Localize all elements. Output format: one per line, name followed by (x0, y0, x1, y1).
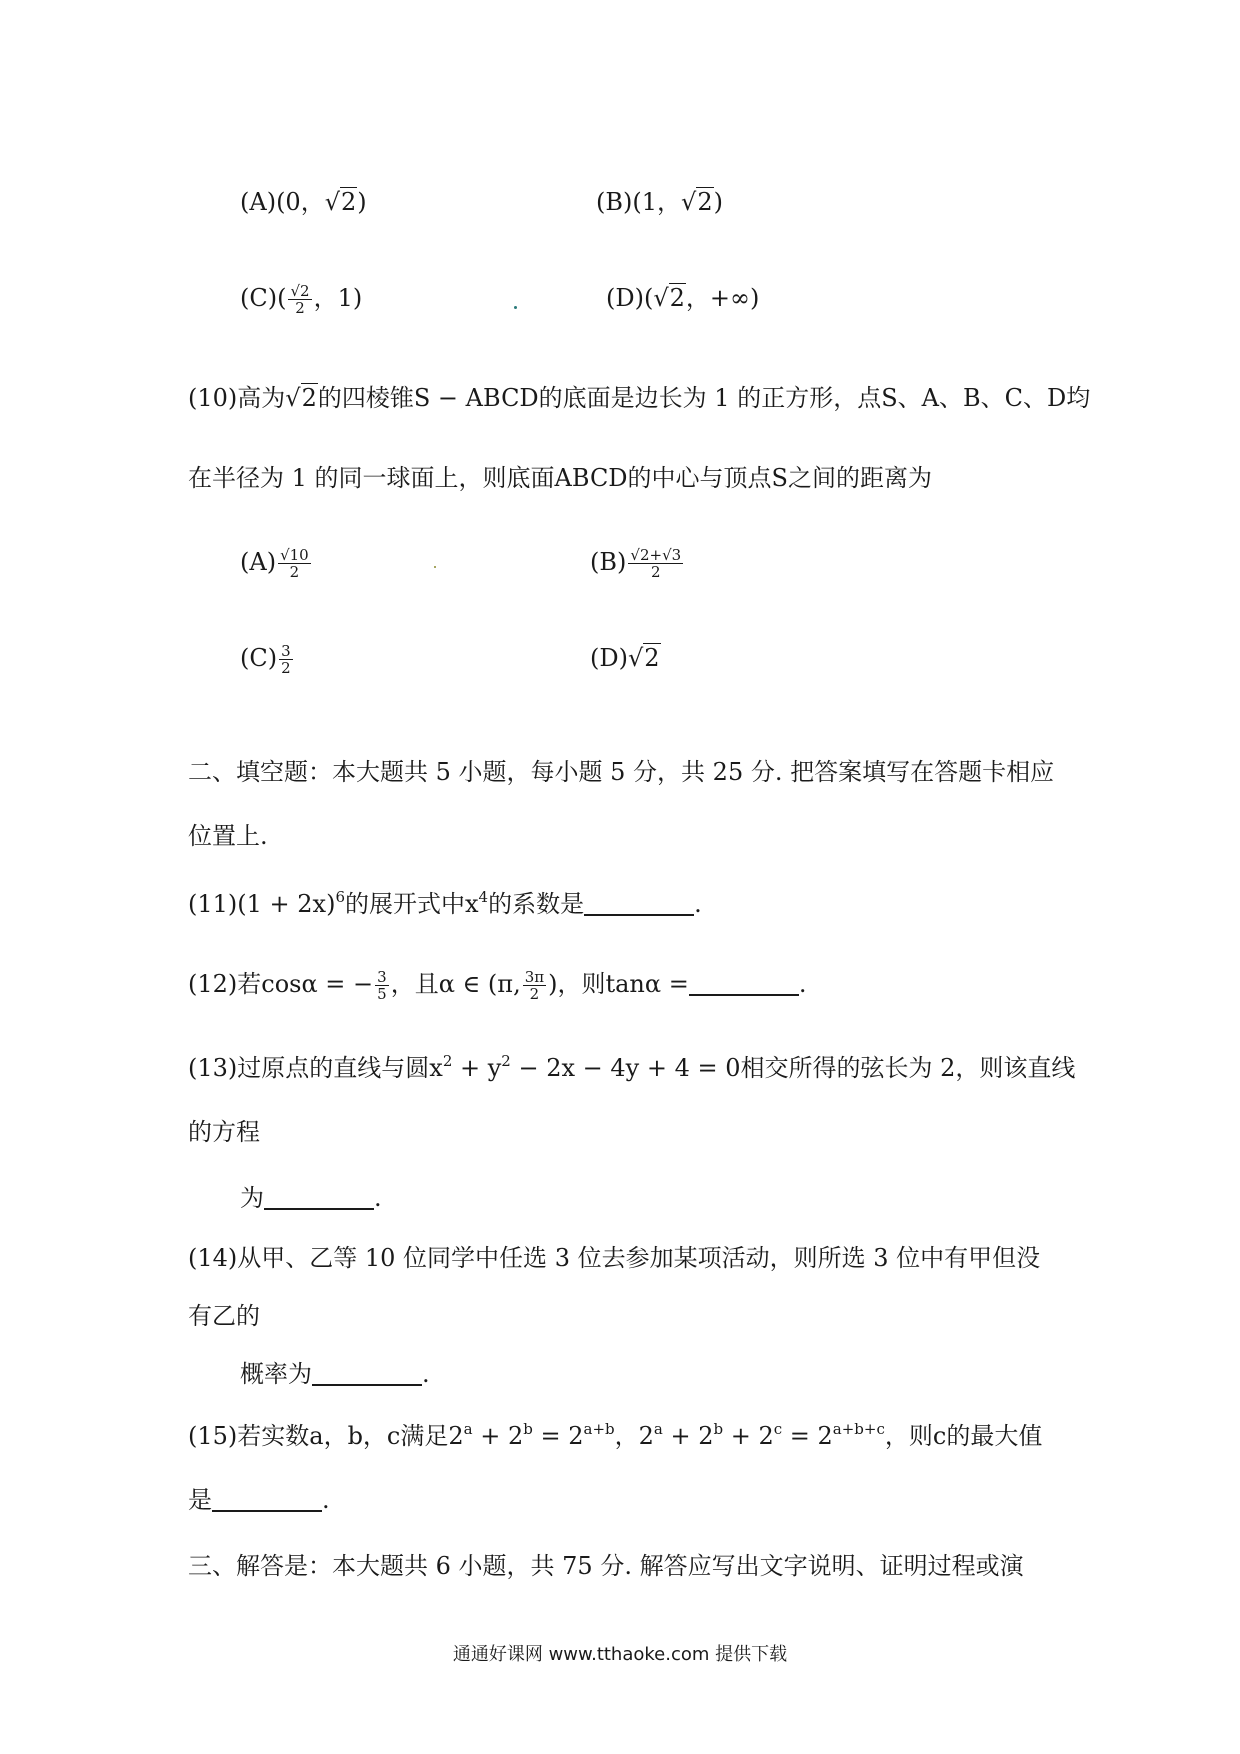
q13-line-1: (13)过原点的直线与圆$x^2 + y^2 - 2x - 4y + 4 = 0$相交所得的弦长为 2，则该直线 (188, 1052, 1076, 1082)
answer-blank[interactable] (312, 1360, 422, 1386)
answer-blank[interactable] (212, 1486, 322, 1512)
option-value: (0， (276, 188, 325, 216)
fraction: $\frac{3\pi}{2}$ (524, 968, 545, 1003)
q14-line-2: 有乙的 (188, 1302, 260, 1330)
option-value: (1， (632, 188, 682, 216)
option-label: (A) (240, 548, 277, 576)
option-label: (B) (596, 188, 633, 216)
q9-option-c: (C)( $\frac{√2}{2}$ ，1) (240, 282, 363, 317)
fraction: $\frac{3}{5}$ (377, 968, 387, 1003)
option-label: (C) (240, 284, 278, 312)
q10-option-d (590, 640, 661, 676)
answer-blank[interactable] (689, 970, 799, 996)
q10-line-1: (10)高为√2的四棱锥S − ABCD的底面是边长为 1 的正方形，点S、A、B、C、D均 (188, 384, 1091, 412)
answer-blank[interactable] (264, 1184, 374, 1210)
section-3-heading: 三、解答是：本大题共 6 小题，共 75 分. 解答应写出文字说明、证明过程或演 (188, 1552, 1024, 1580)
q13-line-2: 的方程 (188, 1118, 260, 1146)
option-label: (D) (590, 644, 628, 672)
sqrt-symbol: √2 (627, 644, 660, 672)
fraction: $\frac{√2+√3}{2}$ (630, 546, 682, 581)
fraction: $\frac{√2}{2}$ (290, 282, 310, 317)
fraction: $\frac{3}{2}$ (281, 642, 291, 677)
option-label: (D) (606, 284, 644, 312)
option-label: (C) (240, 644, 278, 672)
stray-dot (434, 566, 436, 568)
fraction: $\frac{√10}{2}$ (280, 546, 309, 581)
page-footer: 通通好课网 www.tthaoke.com 提供下载 (452, 1644, 788, 1665)
sqrt-symbol: √2 (324, 188, 357, 216)
section-2-heading-cont: 位置上. (188, 822, 268, 850)
sqrt-symbol: √2 (653, 284, 685, 312)
q10-option-a (240, 544, 313, 580)
stray-dot (514, 306, 517, 309)
q11: $(11)(1 + 2x)^6$的展开式中$x^4$的系数是 . (188, 888, 702, 918)
answer-blank[interactable] (584, 890, 694, 916)
sqrt-symbol: √2 (681, 188, 713, 216)
option-label: (A) (240, 188, 277, 216)
q9-option-a: (A)(0，√2) (240, 188, 367, 216)
q9-option-b: (B)(1，√2) (596, 188, 723, 216)
section-2-heading: 二、填空题：本大题共 5 小题，每小题 5 分，共 25 分. 把答案填写在答题卡相应 (188, 758, 1055, 786)
q9-option-d: (D)(√2，+∞) (606, 284, 760, 312)
q14-line-1: (14)从甲、乙等 10 位同学中任选 3 位去参加某项活动，则所选 3 位中有甲但没 (188, 1244, 1041, 1272)
q10-option-b (590, 544, 685, 580)
q13-line-3: 为 . (240, 1184, 382, 1212)
q14-line-3: 概率为 . (240, 1360, 430, 1388)
q10-line-2: 在半径为 1 的同一球面上，则底面ABCD的中心与顶点S之间的距离为 (188, 464, 932, 492)
sqrt-symbol: √2 (285, 384, 317, 412)
q15-line-2: 是 . (188, 1486, 330, 1514)
q10-option-c (240, 640, 295, 676)
q15-line-1: (15)若实数a，b，c满足$2^a + 2^b = 2^{a+b}$，$2^a + 2^b + 2^c = 2^{a+b+c}$，则c的最大值 (188, 1420, 1043, 1450)
q12: (12)若cosα = − $\frac{3}{5}$ ，且α ∈ (π, $\frac{3\pi}{2}$ )，则tanα = . (188, 968, 807, 1003)
option-label: (B) (590, 548, 627, 576)
